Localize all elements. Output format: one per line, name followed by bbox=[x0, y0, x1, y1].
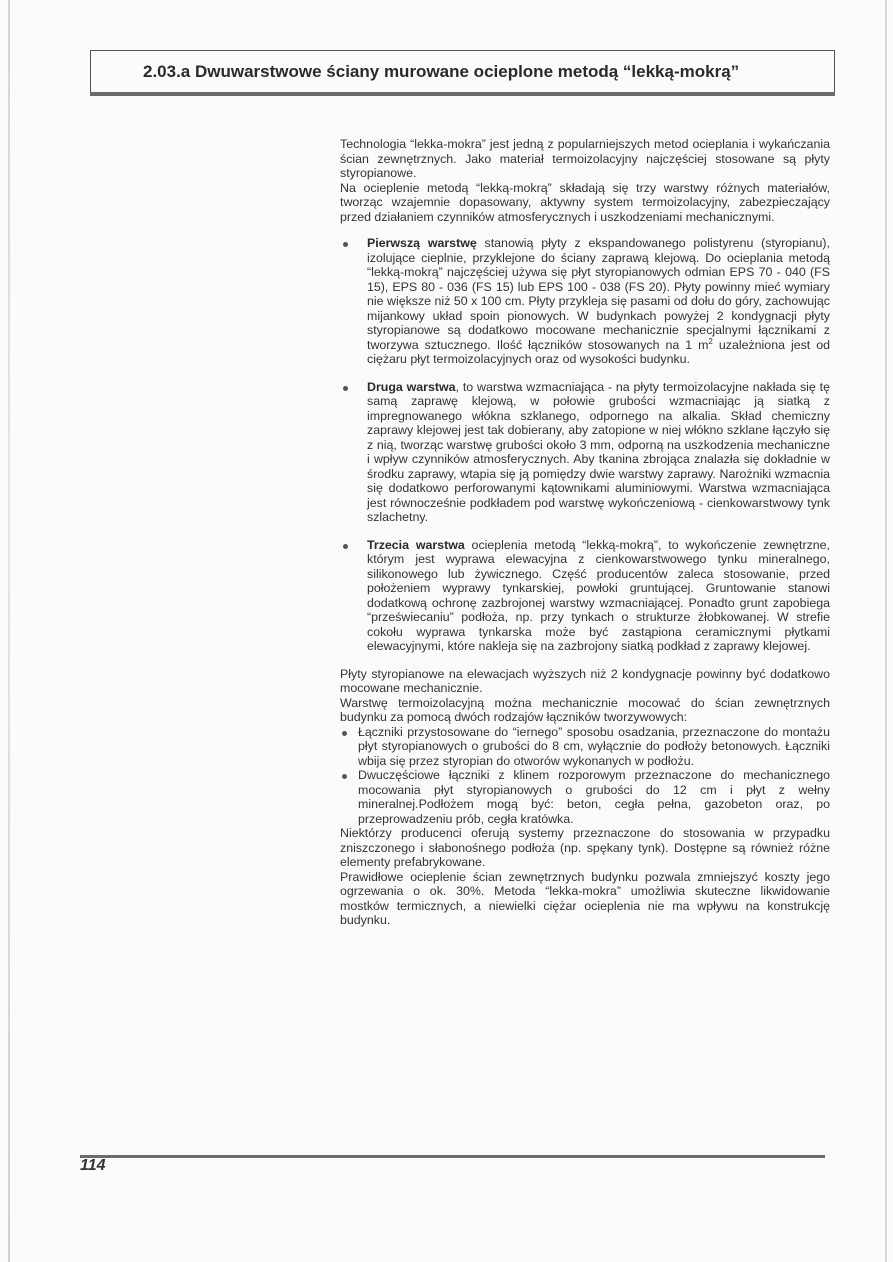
bullet-icon bbox=[343, 544, 348, 549]
layer-text-continued: uzależniona jest od ciężaru płyt termoizolacyjnych oraz od wysokości budynku. bbox=[367, 337, 831, 366]
section-title: 2.03.a Dwuwarstwowe ściany murowane ocieplone metodą “lekką-mokrą” bbox=[143, 62, 740, 81]
layers-list bbox=[340, 236, 830, 654]
layer-title: Druga warstwa bbox=[367, 379, 456, 394]
page-number: 114 bbox=[80, 1157, 106, 1174]
fastener-text: Dwuczęściowe łączniki z klinem rozporowym przeznaczone do mechanicznego mocowania płyt styropianowych o grubości do 12 cm i płyt z wełny mineralnej.Podłożem mogą być: beton, cegła pełna, gazobeton oraz, po przeprowadzeniu prób, cegła kratówka. bbox=[358, 768, 830, 826]
superscript: 2 bbox=[708, 336, 713, 346]
mechanical-paragraph: Prawidłowe ocieplenie ścian zewnętrznych budynku pozwala zmniejszyć koszty jego ogrzewania o ok. 30%. Metoda “lekka-mokra” umożliwia skuteczne likwidowanie mostków termicznych, a niewielki ciężar ocieplenia nie ma wpływu na konstrukcję budynku. bbox=[340, 869, 830, 927]
layer-text: ocieplenia metodą “lekką-mokrą”, to wykończenie zewnętrzne, którym jest wyprawa elewacyjna z cienkowarstwowego tynku mineralnego, silikonowego lub żywicznego. Część producentów zaleca stosowanie, przed położeniem wyprawy tynkarskiej, powłoki gruntującej. Gruntowanie stanowi dodatkową ochronę zazbrojonej warstwy wzmacniającej. Ponadto grunt zapobiega “przeświecaniu” podłoża, np. przy tynkach o strukturze żłobkowanej. W strefie cokołu wyprawa tynkarska może być zastąpiona ceramicznymi płytkami elewacyjnymi, które nakleja się na zazbrojony siatką podkład z zaprawy klejowej. bbox=[367, 537, 830, 653]
bullet-icon bbox=[342, 774, 347, 779]
layer-item-third bbox=[340, 538, 830, 654]
bullet-icon bbox=[343, 386, 348, 391]
bullet-icon bbox=[342, 731, 347, 736]
footer-rule bbox=[80, 1155, 825, 1158]
mechanical-paragraph: Płyty styropianowe na elewacjach wyższych niż 2 kondygnacje powinny być dodatkowo mocowane mechanicznie. bbox=[340, 666, 830, 695]
intro-paragraph: Technologia “lekka-mokra” jest jedną z popularniejszych metod ocieplania i wykańczania ścian zewnętrznych. Jako materiał termoizolacyjny najczęściej stosowane są płyty styropianowe. bbox=[340, 137, 830, 180]
mechanical-paragraph: Niektórzy producenci oferują systemy przeznaczone do stosowania w przypadku zniszczonego i słabonośnego podłoża (np. spękany tynk). Dostępne są również różne elementy prefabrykowane. bbox=[340, 826, 830, 869]
fastener-item bbox=[340, 768, 830, 826]
scan-edge-right bbox=[885, 0, 887, 1262]
fastener-item bbox=[340, 725, 830, 769]
scan-edge-left bbox=[8, 0, 10, 1262]
layer-text: stanowią płyty z ekspandowanego polistyrenu (styropianu), izolujące cieplnie, przyklejone do ściany zaprawą klejową. Do ocieplania metodą “lekką-mokrą” najczęściej używa się płyt styropianowych odmian EPS 70 - 040 (FS 15), EPS 80 - 036 (FS 15) lub EPS 100 - 038 (FS 20). Płyty powinny mieć wymiary nie większe niż 50 x 100 cm. Płyty przykleja się pasami od dołu do góry, zachowując mijankowy układ spoin pionowych. W budynkach powyżej 2 kondygnacji płyty styropianowe są dodatkowo mocowane mechanicznie specjalnymi łącznikami z tworzywa sztucznego. Ilość łączników stosowanych na 1 m bbox=[367, 236, 831, 352]
fasteners-list bbox=[340, 725, 830, 827]
section-header bbox=[90, 50, 835, 94]
intro-paragraph: Na ocieplenie metodą “lekką-mokrą” składają się trzy warstwy różnych materiałów, tworząc wzajemnie dopasowany, aktywny system termoizolacyjny, zabezpieczający przed działaniem czynników atmosferycznych i uszkodzeniami mechanicznymi. bbox=[340, 180, 830, 224]
layer-title: Pierwszą warstwę bbox=[367, 236, 477, 250]
layer-text: , to warstwa wzmacniająca - na płyty termoizolacyjne nakłada się tę samą zaprawę klejową, w połowie grubości wzmacniając ją siatką z impregnowanego włókna szklanego, odpornego na alkalia. Skład chemiczny zaprawy klejowej jest tak dobierany, aby zatopione w niej włókno szklane łączyło się z nią, tworząc warstwę grubości około 3 mm, odporną na uszkodzenia mechaniczne i wpływ czynników atmosferycznych. Aby tkanina zbrojąca znalazła się dokładnie w środku zaprawy, wtapia się ją pomiędzy dwie warstwy zaprawy. Narożniki wzmacnia się dodatkowo perforowanymi kątownikami aluminiowymi. Warstwa wzmacniająca jest równocześnie podkładem pod warstwę wykończeniową - cienkowarstwowy tynk szlachetny. bbox=[367, 379, 830, 524]
layer-item-second bbox=[340, 380, 830, 525]
header-rule bbox=[90, 92, 835, 96]
layer-title: Trzecia warstwa bbox=[367, 537, 465, 552]
fastener-text: Łączniki przystosowane do “iernego” sposobu osadzania, przeznaczone do montażu płyt styropianowych o grubości do 8 cm, wyłącznie do podłoży betonowych. Łączniki wbija się przez styropian do otworów wykonanych w podłożu. bbox=[358, 724, 830, 768]
bullet-icon bbox=[343, 242, 348, 247]
mechanical-paragraph: Warstwę termoizolacyjną można mechanicznie mocować do ścian zewnętrznych budynku za pomocą dwóch rodzajów łączników tworzywowych: bbox=[340, 695, 830, 724]
main-content bbox=[340, 137, 830, 928]
layer-item-first bbox=[340, 236, 830, 367]
